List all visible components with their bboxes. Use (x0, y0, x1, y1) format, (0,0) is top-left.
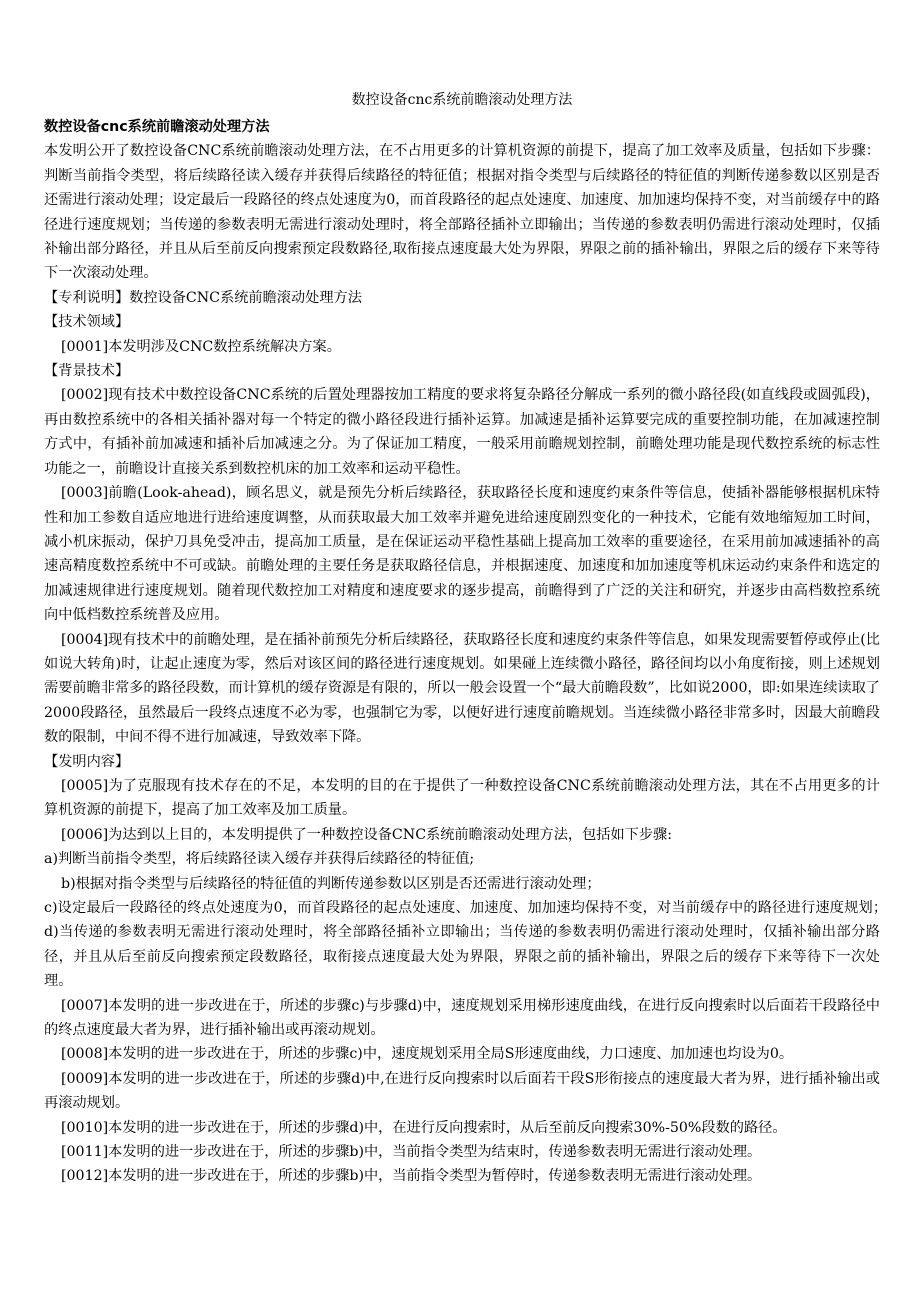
paragraph-0004: [0004]现有技术中的前瞻处理，是在插补前预先分析后续路径，获取路径长度和速度约束条件等信息，如果发现需要暂停或停止(比如说大转角)时，让起止速度为零，然后对该区间的路径进行速度规划。如果碰上连续微小路径，路径间均以小角度衔接，则上述规划需要前瞻非常多的路径段数，而计算机的缓存资源是有限的，所以一般会设置一个“最大前瞻段数”，比如说2000，即:如果连续读取了 2000段路径，虽然最后一段终点速度不必为零，也强制它为零，以便好进行速度前瞻规划。当连续微小路径非常多时，因最大前瞻段数的限制，中间不得不进行加减速，导致效率下降。 (44, 631, 880, 746)
step-b: b)根据对指令类型与后续路径的特征值的判断传递参数以区别是否还需进行滚动处理； (61, 875, 601, 892)
paragraph-0005: [0005]为了克服现有技术存在的不足，本发明的目的在于提供了一种数控设备CNC系统前瞻滚动处理方法，其在不占用更多的计算机资源的前提下，提高了加工效率及加工质量。 (44, 777, 880, 819)
document-title: 数控设备cnc系统前瞻滚动处理方法 (351, 92, 573, 108)
paragraph-0009: [0009]本发明的进一步改进在于，所述的步骤d)中,在进行反向搜索时以后面若干段S形衔接点的速度最大者为界，进行插补输出或再滚动规划。 (44, 1070, 880, 1112)
step-a: a)判断当前指令类型，将后续路径读入缓存并获得后续路径的特征值; (44, 851, 475, 868)
paragraph-0003: [0003]前瞻(Look-ahead)，顾名思义，就是预先分析后续路径，获取路径长度和速度约束条件等信息，使插补器能够根据机床特性和加工参数自适应地进行进给速度调整，从而获取最大加工效率并避免进给速度剧烈变化的一种技术，它能有效地缩短加工时间，减小机床振动，保护刀具免受冲击，提高加工质量，是在保证运动平稳性基础上提高加工效率的重要途径，在采用前加减速插补的高速高精度数控系统中不可或缺。前瞻处理的主要任务是获取路径信息，并根据速度、加速度和加加速度等机床运动约束条件和选定的加减速规律进行速度规划。随着现代数控加工对精度和速度要求的逐步提高，前瞻得到了广泛的关注和研究，并逐步由高档数控系统向中低档数控系统普及应用。 (44, 485, 880, 624)
paragraph-0010: [0010]本发明的进一步改进在于，所述的步骤d)中，在进行反向搜索时，从后至前反向搜索30%-50%段数的路径。 (61, 1119, 787, 1136)
step-c-d: c)设定最后一段路径的终点处速度为0，而首段路径的起点处速度、加速度、加加速均保持不变，对当前缓存中的路径进行速度规划； d)当传递的参数表明无需进行滚动处理时，将全部路径插补立即输出；当传递的参数表明仍需进行滚动处理时，仅插补输出部分路径，并且从后至前反向搜索预定段数路径，取衔接点速度最大处为界限，界限之前的插补输出，界限之后的缓存下来等待下一次处理。 (44, 900, 895, 990)
abstract-paragraph: 本发明公开了数控设备CNC系统前瞻滚动处理方法，在不占用更多的计算机资源的前提下，提高了加工效率及质量，包括如下步骤：判断当前指令类型，将后续路径读入缓存并获得后续路径的特征值；根据对指令类型与后续路径的特征值的判断传递参数以区别是否还需进行滚动处理；设定最后一段路径的终点处速度为0，而首段路径的起点处速度、加速度、加加速均保持不变，对当前缓存中的路径进行速度规划；当传递的参数表明无需进行滚动处理时，将全部路径插补立即输出；当传递的参数表明仍需进行滚动处理时，仅插补输出部分路径，并且从后至前反向搜索预定段数路径,取衔接点速度最大处为界限，界限之前的插补输出，界限之后的缓存下来等待下一次滚动处理。 (44, 143, 880, 282)
document-subtitle: 数控设备cnc系统前瞻滚动处理方法 (44, 119, 270, 135)
paragraph-0008: [0008]本发明的进一步改进在于，所述的步骤c)中，速度规划采用全局S形速度曲线，力口速度、加加速也均设为0。 (61, 1046, 794, 1063)
patent-heading: 【专利说明】数控设备CNC系统前瞻滚动处理方法 (44, 289, 362, 306)
section-heading-summary: 【发明内容】 (44, 753, 130, 770)
document-page (44, 88, 895, 1189)
paragraph-0002: [0002]现有技术中数控设备CNC系统的后置处理器按加工精度的要求将复杂路径分解成一系列的微小路径段(如直线段或圆弧段)，再由数控系统中的各相关插补器对每一个特定的微小路径段进行插补运算。加减速是插补运算要完成的重要控制功能，在加减速控制方式中，有插补前加减速和插补后加减速之分。为了保证加工精度，一般采用前瞻规划控制，前瞻处理功能是现代数控系统的标志性功能之一，前瞻设计直接关系到数控机床的加工效率和运动平稳性。 (44, 387, 880, 477)
paragraph-0006: [0006]为达到以上目的，本发明提供了一种数控设备CNC系统前瞻滚动处理方法，包括如下步骤: (61, 826, 673, 843)
paragraph-0007: [0007]本发明的进一步改进在于，所述的步骤c)与步骤d)中，速度规划采用梯形速度曲线，在进行反向搜索时以后面若干段路径中的终点速度最大者为界，进行插补输出或再滚动规划。 (44, 997, 880, 1039)
section-heading-technical-field: 【技术领域】 (44, 314, 130, 331)
paragraph-0011: [0011]本发明的进一步改进在于，所述的步骤b)中，当前指令类型为结束时，传递参数表明无需进行滚动处理。 (61, 1144, 762, 1161)
paragraph-0001: [0001]本发明涉及CNC数控系统解决方案。 (61, 338, 341, 355)
paragraph-0012: [0012]本发明的进一步改进在于，所述的步骤b)中，当前指令类型为暂停时，传递参数表明无需进行滚动处理。 (61, 1168, 762, 1185)
section-heading-background: 【背景技术】 (44, 363, 130, 380)
